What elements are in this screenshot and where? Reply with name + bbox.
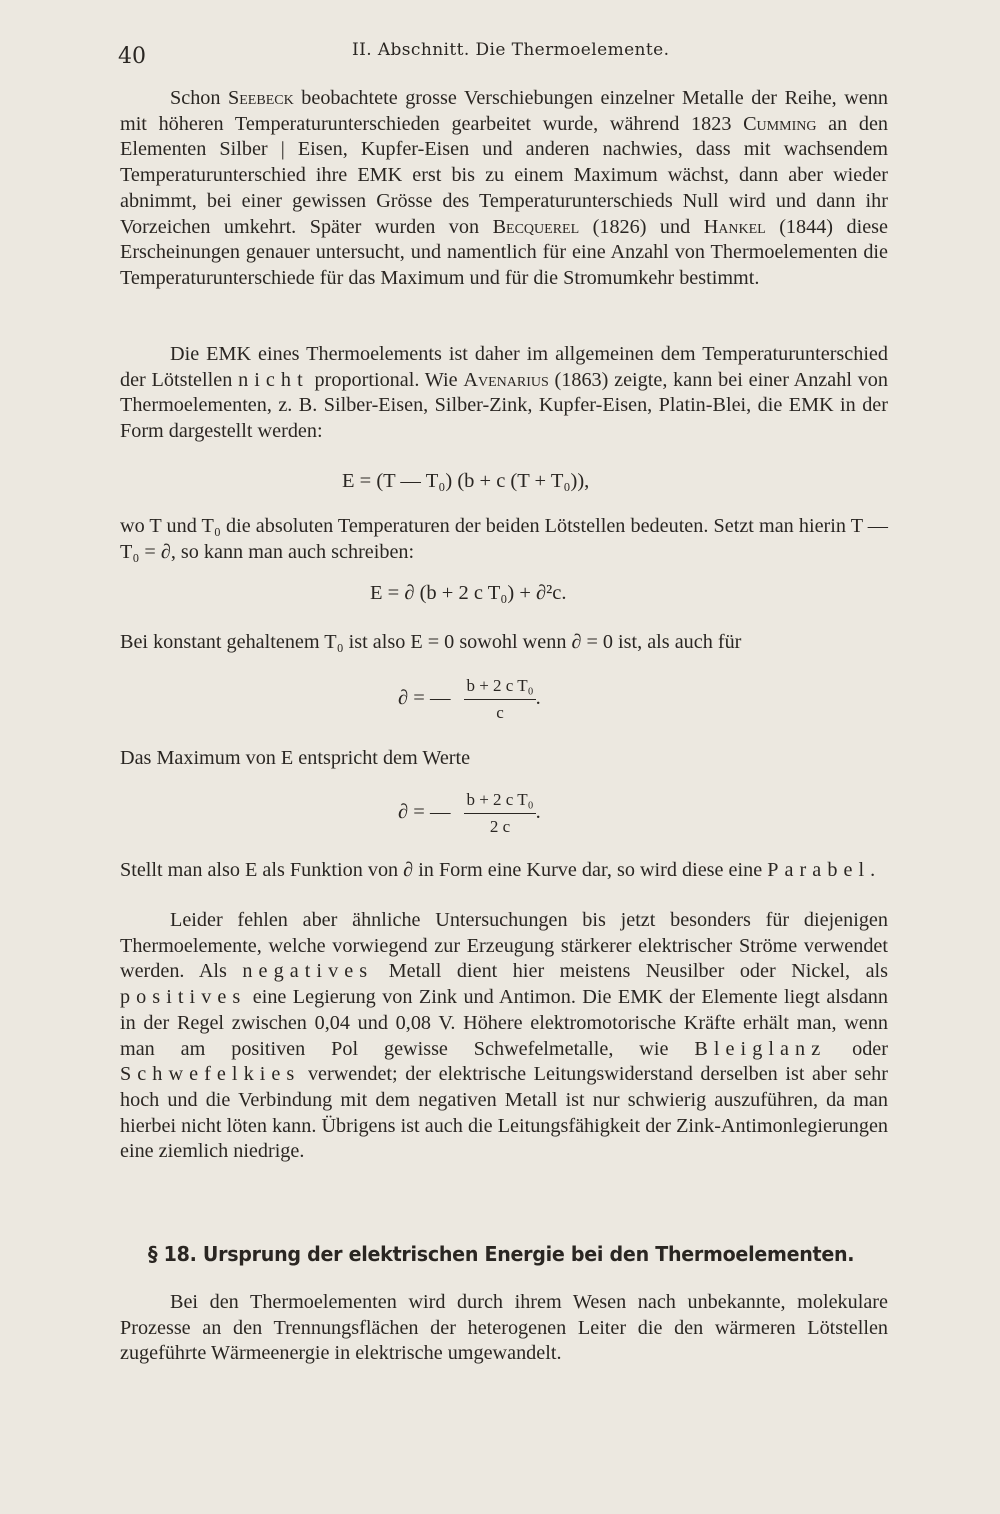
text: (1826) und: [579, 215, 704, 238]
name-avenarius: Avenarius: [463, 368, 549, 391]
text: proportional. Wie: [308, 368, 464, 391]
emphasis-bleiglanz: Bleiglanz: [694, 1037, 827, 1060]
text: (1863) zeigte, kann bei einer Anzahl von Thermoelementen, z. B. Silber-Eisen, Silber-Zink, Kupfer-Eisen, Platin-Blei, die EMK in der Form dargestellt werden:: [120, 368, 888, 443]
text: Metall dient hier meistens Neusilber oder Nickel, als: [373, 960, 888, 983]
fraction-numerator: b + 2 c T₀: [464, 676, 535, 700]
text: oder: [826, 1037, 888, 1060]
page-header: [118, 40, 888, 70]
text: Bei konstant gehaltenem T₀ ist also E = 0 sowohl wenn ∂ = 0 ist, als auch für: [120, 631, 742, 653]
paragraph-parabola: [120, 858, 888, 884]
paragraph-zero: [120, 630, 888, 656]
paragraph-origin: [120, 1290, 888, 1367]
equation-2: E = ∂ (b + 2 c T₀) + ∂²c.: [370, 582, 567, 604]
fraction: [464, 676, 535, 723]
text: verwendet; der elektrische Leitungswiderstand derselben ist aber sehr hoch und die Verbindung mit dem negativen Metall ist nur schwierig auszuführen, da man hierbei nicht löten kann. Übrigens ist auch die Leitungsfähigkeit der Zink-Antimonlegierungen eine ziemlich niedrige.: [120, 1063, 888, 1163]
equation-lhs: ∂ = —: [398, 687, 451, 710]
text: Stellt man also E als Funktion von ∂ in Form eine Kurve dar, so wird diese eine: [120, 859, 768, 881]
text: beobachtete grosse Verschiebungen einzelner Metalle der Reihe, wenn mit höheren Temperaturunterschieden gearbeitet wurde, während 1823: [120, 87, 888, 135]
emphasis-parabel: Parabel: [767, 859, 871, 881]
text: (1844) diese Erscheinungen genauer untersucht, und namentlich für eine Anzahl von Thermoelementen die Temperaturunterschiede für das Maximum und für die Stromumkehr bestimmt.: [120, 215, 888, 289]
paragraph-maximum: [120, 746, 888, 772]
equation-1: E = (T — T₀) (b + c (T + T₀)),: [342, 470, 590, 492]
text: Leider fehlen aber ähnliche Untersuchungen bis jetzt besonders für diejenigen Thermoelemente, welche vorwiegend zur Erzeugung stärkerer elektrischer Ströme verwendet werden. Als: [120, 909, 888, 983]
equation-end: .: [535, 801, 541, 824]
text: Schon: [170, 87, 229, 109]
paragraph-practical: [120, 908, 888, 1165]
emphasis-nicht: nicht: [238, 368, 309, 391]
fraction-denominator: c: [496, 703, 504, 722]
text: Bei den Thermoelementen wird durch ihrem Wesen nach unbekannte, molekulare Prozesse an den Trennungsflächen der heterogenen Leiter die den wärmeren Lötstellen zugeführte Wärmeenergie in elektrische umgewandelt.: [120, 1291, 888, 1365]
paragraph-history: [120, 86, 888, 292]
equation-lhs: ∂ = —: [398, 801, 451, 824]
name-becquerel: Becquerel: [492, 215, 580, 238]
text: Das Maximum von E entspricht dem Werte: [120, 747, 471, 769]
text: Die EMK eines Thermoelements ist daher im allgemeinen dem Temperaturunterschied der Lötstellen: [120, 343, 888, 391]
text: .: [870, 859, 876, 881]
paragraph-definitions: [120, 514, 888, 565]
emphasis-positives: positives: [120, 986, 247, 1009]
fraction-denominator: 2 c: [489, 817, 511, 836]
fraction-numerator: b + 2 c T₀: [464, 790, 535, 814]
name-seebeck: Seebeck: [228, 87, 294, 109]
name-hankel: Hankel: [703, 215, 766, 238]
name-cumming: Cumming: [743, 112, 817, 135]
emphasis-negatives: negatives: [242, 960, 374, 983]
text: eine Legierung von Zink und Antimon. Die EMK der Elemente liegt alsdann in der Regel zwischen 0,04 und 0,08 V. Höhere elektromotorische Kräfte erhält man, wenn man am positiven Pol gewisse Schwefelmetalle, wie: [120, 986, 888, 1060]
equation-end: .: [535, 687, 541, 710]
paragraph-emk: [120, 342, 888, 445]
page-number: 40: [118, 44, 146, 69]
section-heading: § 18. Ursprung der elektrischen Energie bei den Thermoelementen.: [148, 1242, 855, 1266]
equation-4: [398, 790, 541, 837]
emphasis-schwefelkies: Schwefelkies: [120, 1063, 301, 1086]
equation-3: [398, 676, 541, 723]
running-title: II. Abschnitt. Die Thermoelemente.: [352, 40, 670, 60]
text: wo T und T₀ die absoluten Temperaturen der beiden Lötstellen bedeuten. Setzt man hierin T — T₀ = ∂, so kann man auch schreiben:: [120, 515, 888, 563]
fraction: [464, 790, 535, 837]
text: an den Elementen Silber | Eisen, Kupfer-Eisen und anderen nachwies, dass mit wachsendem Temperaturunterschied ihre EMK erst bis zu einem Maximum wächst, dann aber wieder abnimmt, bei einer gewissen Grösse des Temperaturunterschieds Null wird und dann ihr Vorzeichen umkehrt. Später wurden von: [120, 112, 889, 238]
